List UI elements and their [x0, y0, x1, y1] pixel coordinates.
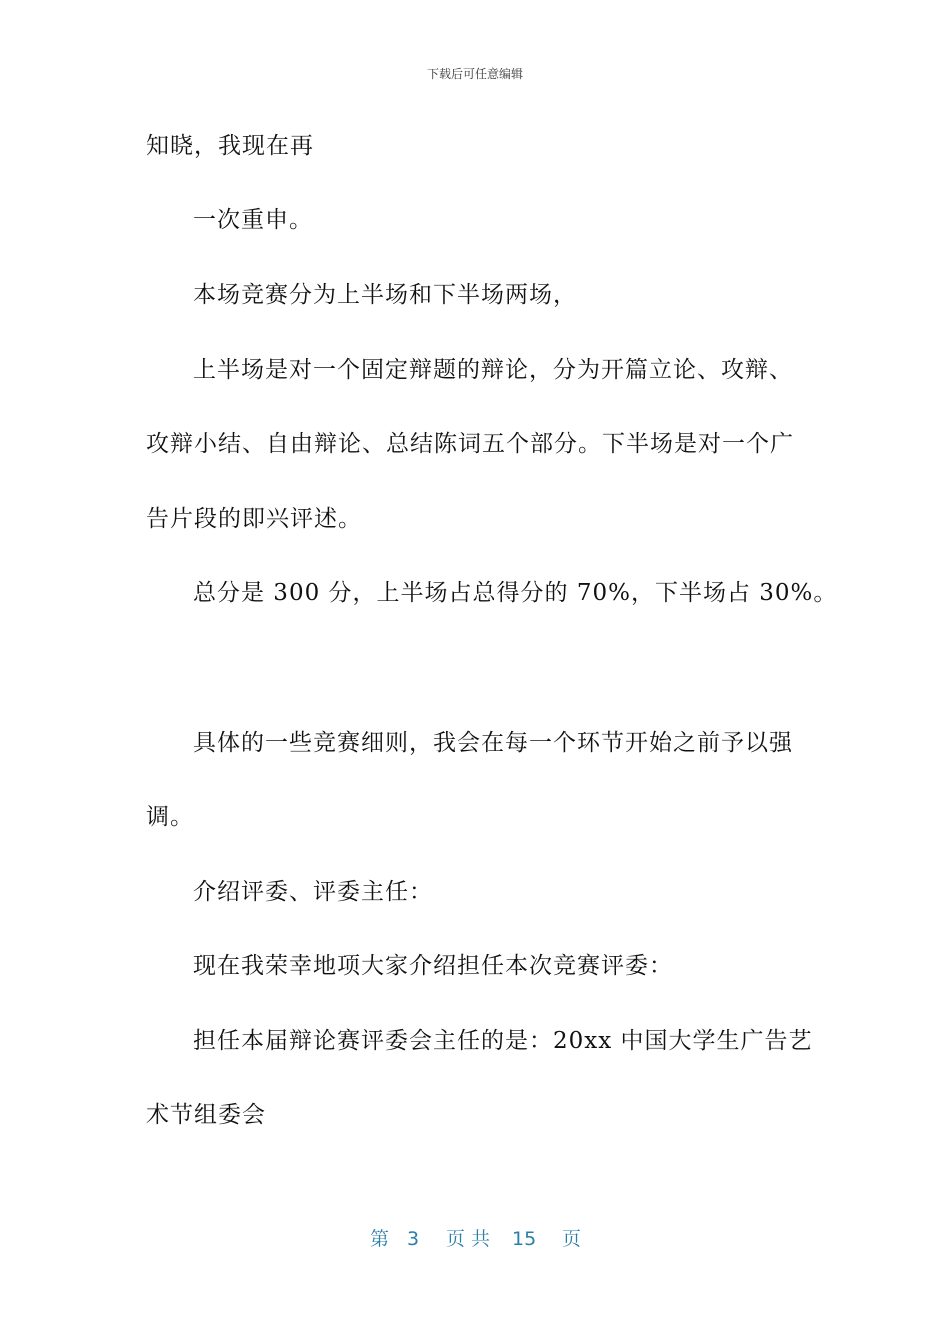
text-line: 一次重申。 — [193, 207, 313, 233]
text-line: 术节组委会 — [146, 1102, 266, 1128]
text-line: 告片段的即兴评述。 — [146, 506, 362, 532]
text-line: 具体的一些竞赛细则，我会在每一个环节开始之前予以强 — [193, 730, 793, 756]
text-line: 本场竞赛分为上半场和下半场两场， — [193, 282, 577, 308]
footer-prefix: 第 — [370, 1228, 390, 1250]
text-line: 攻辩小结、自由辩论、总结陈词五个部分。下半场是对一个广 — [146, 431, 794, 457]
text-line: 担任本届辩论赛评委会主任的是：20xx 中国大学生广告艺 — [193, 1028, 813, 1054]
text-line: 现在我荣幸地项大家介绍担任本次竞赛评委： — [193, 953, 673, 979]
footer-middle: 页 共 — [446, 1228, 491, 1250]
footer-suffix: 页 — [562, 1228, 582, 1250]
text-line: 介绍评委、评委主任： — [193, 879, 433, 905]
footer-total-pages: 15 — [512, 1228, 537, 1250]
text-line: 调。 — [146, 804, 194, 830]
footer-page-number: 3 — [407, 1228, 420, 1250]
page-header-note: 下载后可任意编辑 — [426, 67, 523, 81]
text-line: 知晓，我现在再 — [146, 133, 314, 159]
text-line: 上半场是对一个固定辩题的辩论，分为开篇立论、攻辩、 — [193, 357, 793, 383]
text-line: 总分是 300 分，上半场占总得分的 70%，下半场占 30%。 — [193, 580, 838, 606]
